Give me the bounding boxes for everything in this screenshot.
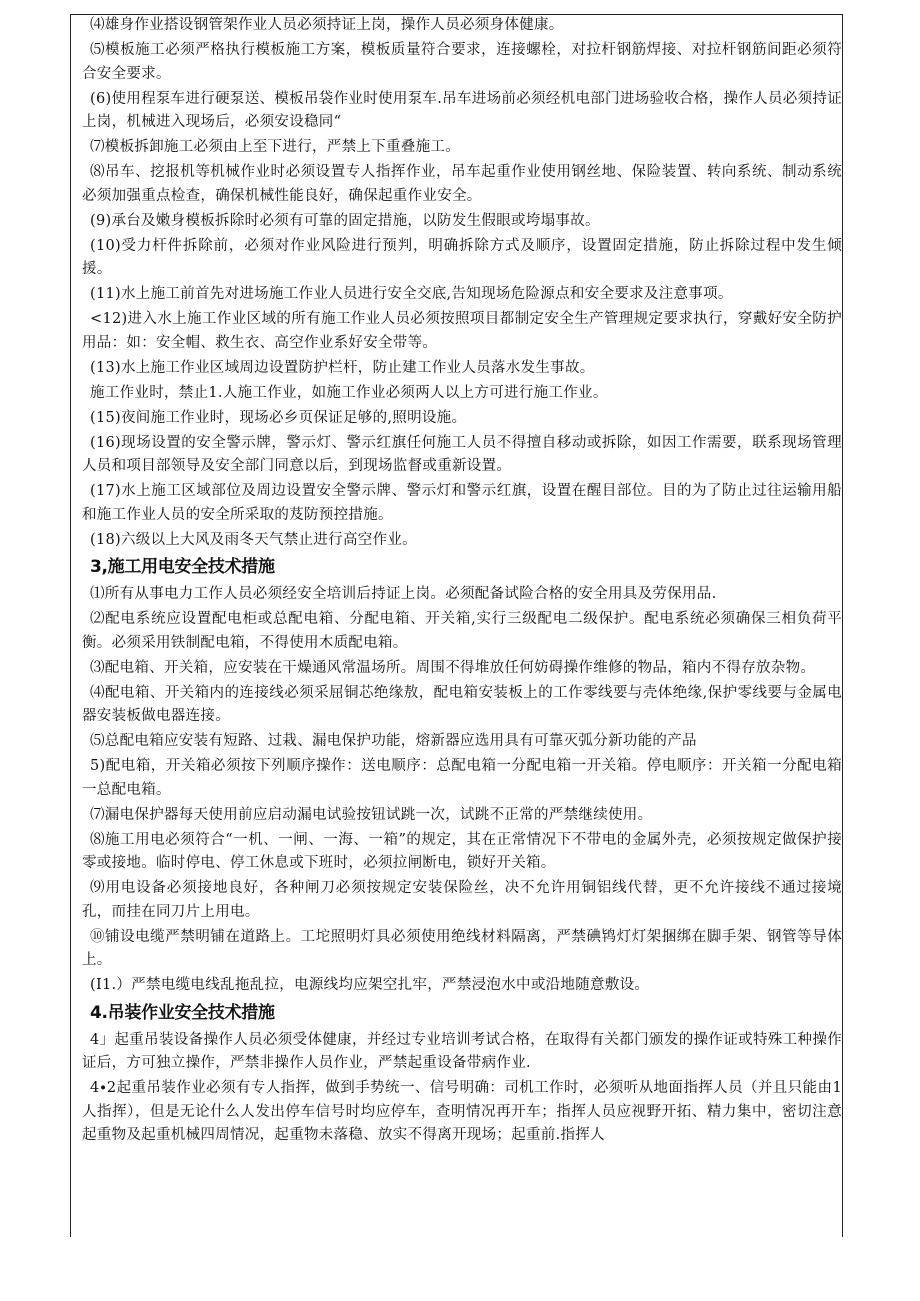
list-item: ⑵配电系统应设置配电柜或总配电箱、分配电箱、开关箱,实行三级配电二级保护。配电系统必须确保三相负荷平衡。必须采用铁制配电箱，不得使用木质配电箱。	[82, 611, 842, 651]
section-4-list	[82, 1029, 842, 1148]
list-item: (17)水上施工区域部位及周边设置安全警示牌、警示灯和警示红旗，设置在醒目部位。目的为了防止过往运输用船和施工作业人员的安全所采取的芨防预控措施。	[82, 483, 842, 523]
list-item: (16)现场设置的安全警示牌，警示灯、警示红旗任何施工人员不得擅自移动或拆除，如因工作需要，联系现场管理人员和项目部领导及安全部门同意以后，到现场监督或重新设置。	[82, 434, 842, 474]
list-item: (6)使用程泵车进行硬泵送、模板吊袋作业时使用泵车.吊车进场前必须经机电部门进场验收合格，操作人员必须持证上岗，机械进入现场后，必须安设稳同“	[82, 90, 842, 130]
list-item: ⑷雄身作业搭设钢管架作业人员必须持证上岗，操作人员必须身体健康。	[90, 17, 564, 33]
list-item: 施工作业时，禁止1.人施工作业，如施工作业必须两人以上方可进行施工作业。	[90, 384, 608, 401]
list-item: ⑼用电设备必须接地良好，各种闸刀必须按规定安装保险丝，决不允许用铜铝线代替，更不允许接线不通过接境孔，而挂在同刀片上用电。	[82, 880, 842, 920]
list-item: <12)进入水上施工作业区域的所有施工作业人员必须按照项目都制定安全生产管理规定要求执行，穿戴好安全防护用品：如：安全帽、救生衣、高空作业系好安全带等。	[82, 311, 842, 351]
list-item: ⑺漏电保护器每天使用前应启动漏电试验按钮试跳一次，试跳不正常的严禁继续使用。	[90, 806, 653, 823]
list-item: (13)水上施工作业区域周边设置防护栏杆，防止建工作业人员落水发生事故。	[90, 359, 595, 376]
list-item: (9)承台及嫩身模板拆除时必须有可靠的固定措施，以防发生假眼或垮塌事故。	[90, 212, 600, 229]
list-item: (10)受力杆件拆除前，必须对作业风险进行预判，明确拆除方式及顺序，设置固定措施，防止拆除过程中发生倾援。	[82, 237, 842, 277]
list-item: ⑴所有从事电力工作人员必须经安全培训后持证上岗。必须配备试险合格的安全用具及劳保用品.	[90, 586, 717, 602]
list-item: (11)水上施工前首先对进场施工作业人员进行安全交底,告知现场危险源点和安全要求及注意事项。	[90, 286, 733, 302]
list-item: ⑸模板施工必须严格执行模板施工方案，模板质量符合要求，连接螺栓，对拉杆钢筋焊接、对拉杆钢筋间距必须符合安全要求。	[82, 42, 842, 82]
list-item: ⑻吊车、挖报机等机械作业时必须设置专人指挥作业，吊车起重作业使用钢丝地、保险装置、转向系统、制动系统必须加强重点检查，确保机械性能良好，确保起重作业安全。	[82, 164, 842, 204]
section-3-heading: 3,施工用电安全技术措施	[90, 557, 275, 577]
list-item: 5)配电箱，开关箱必须按下列顺序操作：送电顺序：总配电箱一分配电箱一开关箱。停电顺序：开关箱一分配电箱一总配电箱。	[82, 758, 842, 798]
section-3-list	[82, 583, 842, 998]
list-item: 4∙2起重吊装作业必须有专人指挥，做到手势统一、信号明确：司机工作时，必须听从地面指挥人员（并且只能由1人指挥），但是无论什么人发出停车信号时均应停车，查明情况再开车；指挥人员应视野开拓、精力集中，密切注意起重物及起重机械四周情况，起重物未落稳、放实不得离开现场；起重前.指挥人	[82, 1080, 842, 1143]
list-item: ⑺模板拆卸施工必须由上至下进行，严禁上下重叠施工。	[90, 139, 460, 155]
list-item: (18)六级以上大风及雨冬天气禁止进行高空作业。	[90, 531, 417, 548]
list-item: ⑻施工用电必须符合“一机、一闸、一海、一箱”的规定，其在正常情况下不带电的金属外壳，必须按规定做保护接零或接地。临时停电、停工休息或下班时，必须拉闸断电，锁好开关箱。	[82, 831, 842, 871]
document-body	[82, 14, 842, 1149]
list-item: ⑩铺设电缆严禁明铺在道路上。工坨照明灯具必须使用绝线材料隔离，严禁碘鸨灯灯架捆绑在脚手架、钢管等导体上。	[82, 928, 842, 968]
section-4-heading: 4.吊装作业安全技术措施	[90, 1002, 275, 1023]
list-item: ⑷配电箱、开关箱内的连接线必须采屈铜芯绝缘敖，配电箱安装板上的工作零线要与壳体绝缘,保护零线要与金属电器安装板做电器连接。	[82, 684, 842, 724]
list-item: ⑸总配电箱应安装有短路、过栽、漏电保护功能，熔新器应选用具有可靠灭弧分新功能的产品	[90, 733, 697, 749]
list-item: (I1.）严禁电缆电线乱拖乱拉，电源线均应架空扎牢，严禁浸泡水中或沿地随意敷设。	[90, 977, 650, 993]
list-item: 4」起重吊装设备操作人员必须受体健康，并经过专业培训考试合格，在取得有关都门颁发的操作证或特殊工种操作证后，方可独立操作，严禁非操作人员作业，严禁起重设备带病作业.	[82, 1031, 842, 1071]
list-item: (15)夜间施工作业时，现场必乡页保证足够的,照明设施。	[90, 409, 467, 426]
section-2-list	[82, 14, 842, 552]
list-item: ⑶配电箱、开关箱，应安装在干燥通风常温场所。周围不得堆放任何妨碍操作维修的物品，箱内不得存放杂物。	[90, 659, 816, 676]
